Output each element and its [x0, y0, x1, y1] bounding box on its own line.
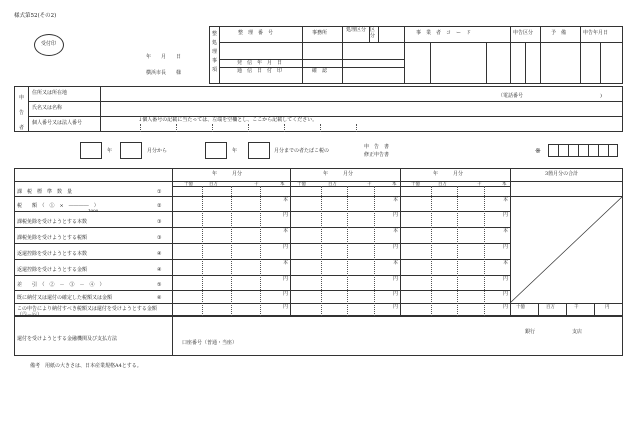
row-label-kakutei: 既に納付又は還付の確定した税額又は金額: [17, 295, 113, 301]
digit-label: 本: [392, 182, 397, 187]
year2-box[interactable]: [205, 142, 227, 159]
unit-7: 円: [393, 291, 399, 297]
unit-1: 本: [503, 197, 509, 203]
sum-column-slash: [510, 196, 623, 303]
row-num-3: ③: [157, 219, 162, 225]
sum-digit-label: 千: [574, 305, 579, 310]
kind-shinkoku[interactable]: 申 告 書: [364, 144, 390, 150]
row-label-menjo-zeigaku: 課税免除を受けようとする税額: [17, 235, 88, 241]
row-num-8: ⑥: [157, 295, 162, 301]
kind-shusei[interactable]: 修正申告書: [364, 152, 390, 158]
col-header-1: 年 月分: [212, 171, 243, 177]
unit-8: 円: [503, 304, 509, 310]
digit-label: 百万: [328, 182, 337, 187]
sum-digit-label: 百万: [546, 305, 555, 310]
header-kubun: 区分: [370, 27, 376, 39]
row-label-sashihiki: 差 引 （ ② － ③ － ④ ）: [17, 282, 105, 288]
unit-5: 本: [503, 260, 509, 266]
name-field[interactable]: [104, 103, 604, 115]
header-shinkoku-kubun: 申告区分: [513, 30, 534, 36]
refund-bank: 銀行: [525, 329, 536, 335]
row-num-7: ⑤: [157, 282, 162, 288]
period-year1: 年: [107, 148, 113, 154]
header-shinkoku-date: 申告年月日: [583, 30, 609, 36]
sum-digit-label: 十億: [516, 305, 525, 310]
header-yobi: 予 備: [551, 30, 567, 36]
unit-8: 円: [393, 304, 399, 310]
row-num-1: ①: [157, 189, 162, 195]
month1-box[interactable]: [120, 142, 142, 159]
refund-branch: 支店: [572, 329, 583, 335]
digit-label: 百万: [438, 182, 447, 187]
refund-account: 口座番号（普通・当座）: [182, 340, 238, 346]
unit-8: 円: [283, 304, 289, 310]
row-label-menjo-honsu: 課税免除を受けようとする本数: [17, 219, 88, 225]
digit-label: 千: [254, 182, 259, 187]
form-number: 様式第52(その2): [14, 13, 57, 19]
row-label-henkan-honsu: 返還控除を受けようとする本数: [17, 251, 88, 257]
row-num-5: ④: [157, 251, 162, 257]
digit-label: 本: [280, 182, 285, 187]
row-num-4: ③: [157, 235, 162, 241]
addressee: 横浜市長 様: [146, 70, 182, 76]
unit-5: 本: [283, 260, 289, 266]
unit-2: 円: [283, 212, 289, 218]
col-header-2: 年 月分: [323, 171, 354, 177]
row-label-nofu: この申告により納付すべき税額又は還付を受けようとする金額 （⑤－⑥）: [17, 306, 162, 318]
unit-1: 本: [393, 197, 399, 203]
unit-6: 円: [393, 276, 399, 282]
row-label-kazei-hyojun: 課 税 標 準 数 量: [17, 189, 73, 195]
month2-box[interactable]: [248, 142, 270, 159]
unit-1: 本: [283, 197, 289, 203]
row-num-2: ②: [157, 203, 162, 209]
digit-label: 千: [367, 182, 372, 187]
row-num-6: ④: [157, 267, 162, 273]
col-header-3: 年 月分: [433, 171, 464, 177]
mynumber-note: ↓個人番号の記載に当たっては、左端を空欄とし、ここから記載してください。: [138, 117, 318, 123]
col-header-sum: 3箇月分の合計: [545, 171, 579, 177]
date-line[interactable]: 年 月 日: [146, 54, 182, 60]
stamp-label: 受付印: [41, 41, 57, 47]
year1-box[interactable]: [80, 142, 102, 159]
footnote: 備考 用紙の大きさは、日本産業規格A4とする。: [30, 363, 142, 369]
digit-label: 本: [502, 182, 507, 187]
unit-3: 本: [503, 228, 509, 234]
period-year2: 年: [232, 148, 238, 154]
unit-7: 円: [503, 291, 509, 297]
unit-6: 円: [503, 276, 509, 282]
label-mynumber: 個人番号又は法人番号: [32, 120, 83, 126]
digit-label: 十億: [184, 182, 193, 187]
unit-4: 円: [283, 244, 289, 250]
unit-4: 円: [393, 244, 399, 250]
filer-side-label: 申 告 者: [19, 95, 25, 131]
header-shori-kubun: 処理区分: [346, 27, 367, 33]
refund-label: 還付を受けようとする金融機関及び支払方法: [17, 336, 118, 342]
row-label-henkan-kingaku: 返還控除を受けようとする金額: [17, 267, 88, 273]
unit-3: 本: [283, 228, 289, 234]
sum-digit-label: 円: [605, 305, 610, 310]
period-month1: 月分から: [147, 148, 168, 154]
digit-label: 千: [477, 182, 482, 187]
digit-label: 百万: [209, 182, 218, 187]
row-label-zeigaku: 税 額 （ ① × ―――― ）: [17, 203, 99, 209]
unit-7: 円: [283, 291, 289, 297]
unit-2: 円: [503, 212, 509, 218]
address-field[interactable]: [104, 88, 484, 100]
label-phone: （電話番号: [498, 93, 524, 99]
header-jigyosha-code: 事 業 者 コ ー ド: [416, 30, 472, 36]
digit-label: 十億: [411, 182, 420, 187]
office-side-label: 整 処 理 事 項: [212, 31, 218, 73]
unit-4: 円: [503, 244, 509, 250]
label-phone-close: ): [600, 93, 602, 99]
receipt-stamp: [34, 34, 64, 56]
unit-6: 円: [283, 276, 289, 282]
row-zeigaku-denominator: 1000: [88, 208, 99, 213]
digit-label: 十億: [297, 182, 306, 187]
label-address: 住所又は所在地: [32, 90, 68, 96]
label-hasshin-date: 発 信 年 月 日: [237, 60, 283, 66]
unit-5: 本: [393, 260, 399, 266]
unit-3: 本: [393, 228, 399, 234]
header-jimusho: 事務所: [312, 30, 328, 36]
unit-2: 円: [393, 212, 399, 218]
office-use-mark: ※: [535, 147, 541, 155]
period-month2: 月分までの者たばこ税の: [274, 148, 330, 154]
header-seiri-bango: 整 理 番 号: [238, 30, 274, 36]
bank-name-field[interactable]: [180, 320, 510, 332]
label-name: 氏名又は名称: [32, 105, 63, 111]
label-kakunin: 確 認: [312, 68, 328, 74]
label-tsushin-stamp: 通 信 日 付 印: [237, 68, 283, 74]
